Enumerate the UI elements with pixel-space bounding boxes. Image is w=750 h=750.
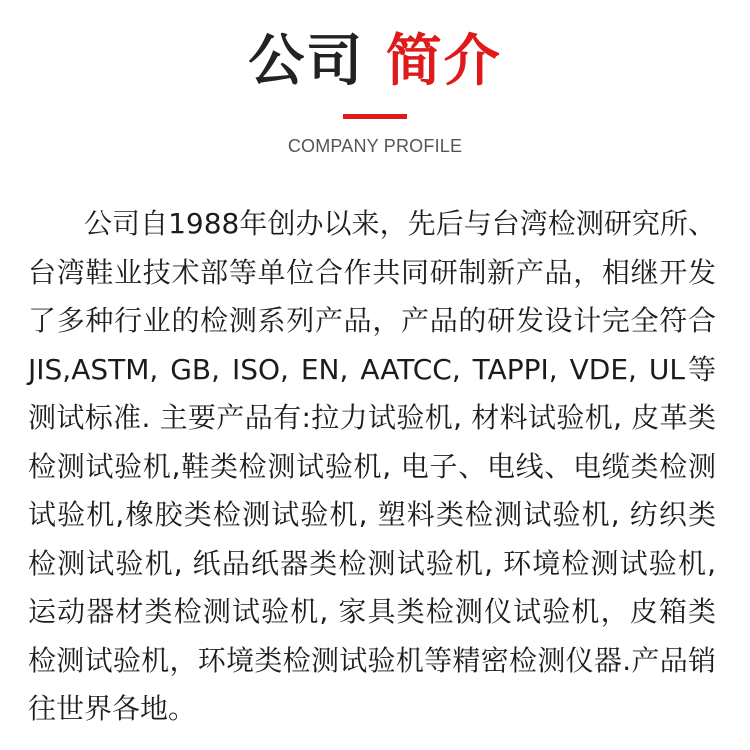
page-subtitle: COMPANY PROFILE: [287, 136, 463, 156]
title-red-part: 简介: [385, 29, 502, 94]
section-header: [0, 22, 750, 157]
company-profile-paragraph: 公司自1988年创办以来，先后与台湾检测研究所、台湾鞋业技术部等单位合作共同研制新产品，相继开发了多种行业的检测系列产品，产品的研发设计完全符合JIS,ASTM, GB, ISO, EN, AATCC, TAPPI, VDE, UL等测试标准. 主要产品有:拉力试验机, 材料试验机, 皮革类检测试验机,鞋类检测试验机, 电子、电线、电缆类检测试验机,橡胶类检测试验机, 塑料类检测试验机, 纺织类检测试验机, 纸品纸器类检测试验机, 环境检测试验机, 运动器材类检测试验机, 家具类检测仪试验机，皮箱类检测试验机，环境类检测试验机等精密检测仪器.产品销往世界各地。: [28, 207, 716, 725]
title-underline-divider: [343, 114, 407, 119]
page-title: [0, 22, 750, 102]
title-dark-part: 公司: [248, 29, 365, 94]
